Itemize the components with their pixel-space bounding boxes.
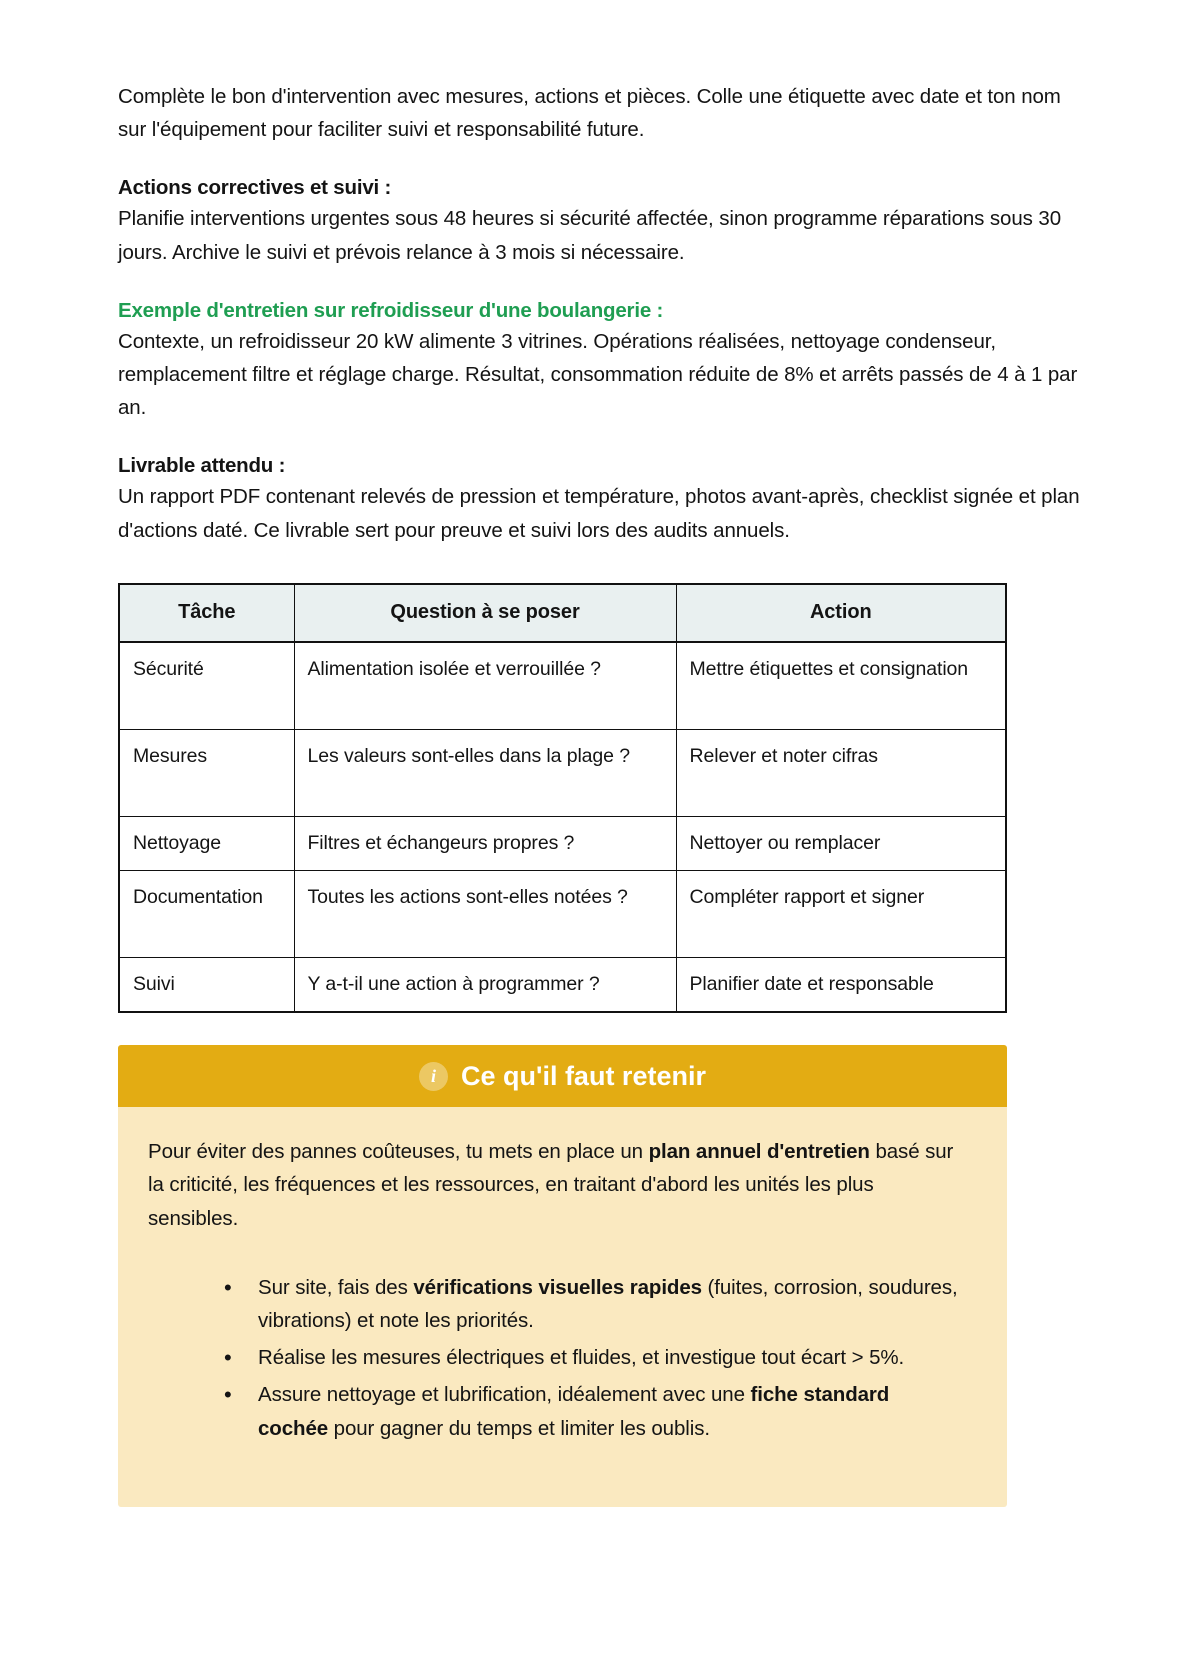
table-header-cell-question: Question à se poser [294, 584, 676, 643]
cell-question: Toutes les actions sont-elles notées ? [294, 871, 676, 958]
table-header [119, 584, 1006, 643]
table-header-row [119, 584, 1006, 643]
checklist-table [118, 583, 1007, 1013]
table-header-cell-action: Action [676, 584, 1006, 643]
callout-bullet-list [148, 1271, 961, 1445]
table-row [119, 817, 1006, 871]
section-body: Un rapport PDF contenant relevés de pression et température, photos avant-après, checklist signée et plan d'actions daté. Ce livrable sert pour preuve et suivi lors des audits annuels. [118, 485, 1080, 542]
cell-action: Relever et noter cifras [676, 730, 1006, 817]
cell-tache: Mesures [119, 730, 294, 817]
checklist-table-wrapper [118, 583, 1082, 1013]
callout-lead-paragraph: Pour éviter des pannes coûteuses, tu mets en place un plan annuel d'entretien basé sur la criticité, les fréquences et les ressources, en traitant d'abord les unités les plus sensibles. [148, 1140, 954, 1230]
info-icon: i [419, 1062, 448, 1091]
cell-tache: Nettoyage [119, 817, 294, 871]
section-livrable-attendu [118, 454, 1082, 546]
table-row [119, 958, 1006, 1012]
table-row [119, 730, 1006, 817]
cell-question: Alimentation isolée et verrouillée ? [294, 642, 676, 730]
list-item: • Réalise les mesures électriques et fluides, et investigue tout écart > 5%. [258, 1341, 961, 1374]
cell-tache: Documentation [119, 871, 294, 958]
section-heading-green: Exemple d'entretien sur refroidisseur d'une boulangerie : [118, 298, 664, 322]
callout-body [118, 1107, 1007, 1507]
callout-header [118, 1045, 1007, 1107]
intro-block [118, 80, 1082, 146]
callout-box [118, 1045, 1007, 1507]
section-heading: Livrable attendu : [118, 454, 286, 478]
cell-question: Les valeurs sont-elles dans la plage ? [294, 730, 676, 817]
cell-action: Mettre étiquettes et consignation [676, 642, 1006, 730]
cell-action: Compléter rapport et signer [676, 871, 1006, 958]
cell-question: Filtres et échangeurs propres ? [294, 817, 676, 871]
cell-tache: Sécurité [119, 642, 294, 730]
callout-title: Ce qu'il faut retenir [461, 1060, 706, 1091]
table-header-cell-tache: Tâche [119, 584, 294, 643]
intro-paragraph: Complète le bon d'intervention avec mesures, actions et pièces. Colle une étiquette avec date et ton nom sur l'équipement pour faciliter suivi et responsabilité future. [118, 85, 1061, 142]
list-item: • Sur site, fais des vérifications visuelles rapides (fuites, corrosion, soudures, vibrations) et note les priorités. [258, 1271, 961, 1337]
table-row [119, 871, 1006, 958]
cell-action: Planifier date et responsable [676, 958, 1006, 1012]
cell-tache: Suivi [119, 958, 294, 1012]
section-actions-correctives [118, 176, 1082, 268]
section-body: Contexte, un refroidisseur 20 kW alimente 3 vitrines. Opérations réalisées, nettoyage condenseur, remplacement filtre et réglage charge. Résultat, consommation réduite de 8% et arrêts passés de 4 à 1 par an. [118, 329, 1078, 420]
section-exemple-entretien [118, 299, 1082, 425]
cell-question: Y a-t-il une action à programmer ? [294, 958, 676, 1012]
table-body [119, 642, 1006, 1012]
section-heading: Actions correctives et suivi : [118, 176, 392, 200]
section-body: Planifie interventions urgentes sous 48 heures si sécurité affectée, sinon programme réparations sous 30 jours. Archive le suivi et prévois relance à 3 mois si nécessaire. [118, 207, 1062, 264]
list-item: • Assure nettoyage et lubrification, idéalement avec une fiche standard cochée pour gagner du temps et limiter les oublis. [258, 1378, 961, 1444]
table-row [119, 642, 1006, 730]
cell-action: Nettoyer ou remplacer [676, 817, 1006, 871]
